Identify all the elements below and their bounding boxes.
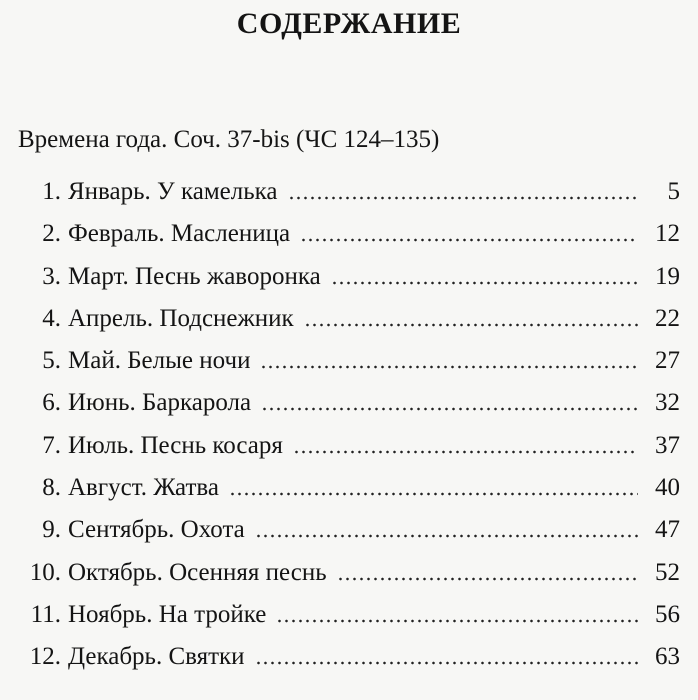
toc-list (0, 174, 698, 682)
toc-entry[interactable] (0, 512, 698, 554)
toc-entry[interactable] (0, 555, 698, 597)
toc-entry-number: 1. (42, 178, 61, 205)
toc-entry-page-number: 5 (667, 178, 680, 205)
dot-leader (304, 323, 638, 327)
toc-entry-body (68, 512, 638, 548)
toc-entry[interactable] (0, 343, 698, 385)
toc-entry-body (68, 555, 638, 591)
toc-entry-title: Январь. У камелька (68, 178, 278, 205)
toc-entry-body (68, 470, 638, 506)
toc-entry-body (68, 639, 638, 675)
toc-entry-body (68, 301, 638, 337)
dot-leader (255, 661, 638, 665)
toc-entry-title: Апрель. Подснежник (68, 304, 294, 332)
toc-entry-number: 5. (42, 347, 61, 375)
toc-entry[interactable] (0, 174, 698, 216)
dot-leader (260, 365, 638, 369)
toc-entry-page-number: 22 (655, 304, 680, 332)
toc-entry-page-number: 12 (655, 220, 680, 248)
toc-entry-page-number: 56 (655, 600, 680, 628)
toc-entry-number: 4. (42, 304, 61, 332)
toc-entry-title: Октябрь. Осенняя песнь (68, 558, 327, 586)
toc-entry-title: Май. Белые ночи (68, 347, 251, 375)
toc-entry-body (68, 259, 638, 295)
toc-entry-body (68, 385, 638, 421)
toc-entry-body (68, 343, 638, 379)
toc-entry-title: Сентябрь. Охота (68, 516, 245, 544)
toc-entry-number: 2. (42, 220, 61, 248)
toc-entry-number: 10. (29, 558, 61, 586)
dot-leader (331, 281, 638, 285)
toc-entry-title: Август. Жатва (68, 474, 219, 502)
toc-entry-title: Декабрь. Святки (68, 643, 245, 671)
toc-entry-title: Ноябрь. На тройке (68, 600, 267, 628)
dot-leader (276, 619, 638, 623)
toc-entry-title: Март. Песнь жаворонка (68, 262, 321, 290)
dot-leader (261, 407, 638, 411)
toc-entry[interactable] (0, 428, 698, 470)
toc-entry-number: 6. (42, 389, 61, 417)
toc-entry-page-number: 19 (655, 262, 680, 290)
toc-entry-page-number: 37 (655, 431, 680, 459)
toc-entry-body (68, 174, 638, 210)
toc-entry-page-number: 32 (655, 389, 680, 417)
toc-entry[interactable] (0, 216, 698, 258)
dot-leader (255, 534, 638, 538)
toc-entry-title: Февраль. Масленица (68, 220, 291, 248)
dot-leader (229, 492, 638, 496)
toc-entry[interactable] (0, 639, 698, 681)
dot-leader (337, 577, 638, 581)
toc-entry-page-number: 52 (655, 558, 680, 586)
toc-entry-title: Июнь. Баркарола (68, 389, 252, 417)
dot-leader (300, 238, 638, 242)
dot-leader (293, 450, 638, 454)
toc-entry-number: 12. (29, 643, 61, 671)
toc-entry[interactable] (0, 470, 698, 512)
toc-entry-number: 3. (42, 262, 61, 290)
toc-entry-page-number: 27 (655, 347, 680, 375)
toc-entry[interactable] (0, 385, 698, 427)
toc-entry-number: 11. (30, 600, 61, 628)
toc-entry[interactable] (0, 597, 698, 639)
toc-entry[interactable] (0, 301, 698, 343)
toc-entry-number: 9. (42, 516, 61, 544)
toc-entry-number: 8. (42, 474, 61, 502)
toc-entry-page-number: 47 (655, 516, 680, 544)
toc-entry-body (68, 428, 638, 464)
toc-entry-number: 7. (42, 431, 61, 459)
toc-entry-page-number: 63 (655, 643, 680, 671)
toc-entry-body (68, 597, 638, 633)
toc-entry[interactable] (0, 259, 698, 301)
toc-entry-body (68, 216, 638, 252)
section-heading: Времена года. Соч. 37-bis (ЧС 124–135) (18, 126, 440, 153)
toc-entry-title: Июль. Песнь косаря (68, 431, 283, 459)
page-title: СОДЕРЖАНИЕ (236, 7, 462, 40)
toc-entry-page-number: 40 (655, 474, 680, 502)
dot-leader (288, 196, 639, 200)
